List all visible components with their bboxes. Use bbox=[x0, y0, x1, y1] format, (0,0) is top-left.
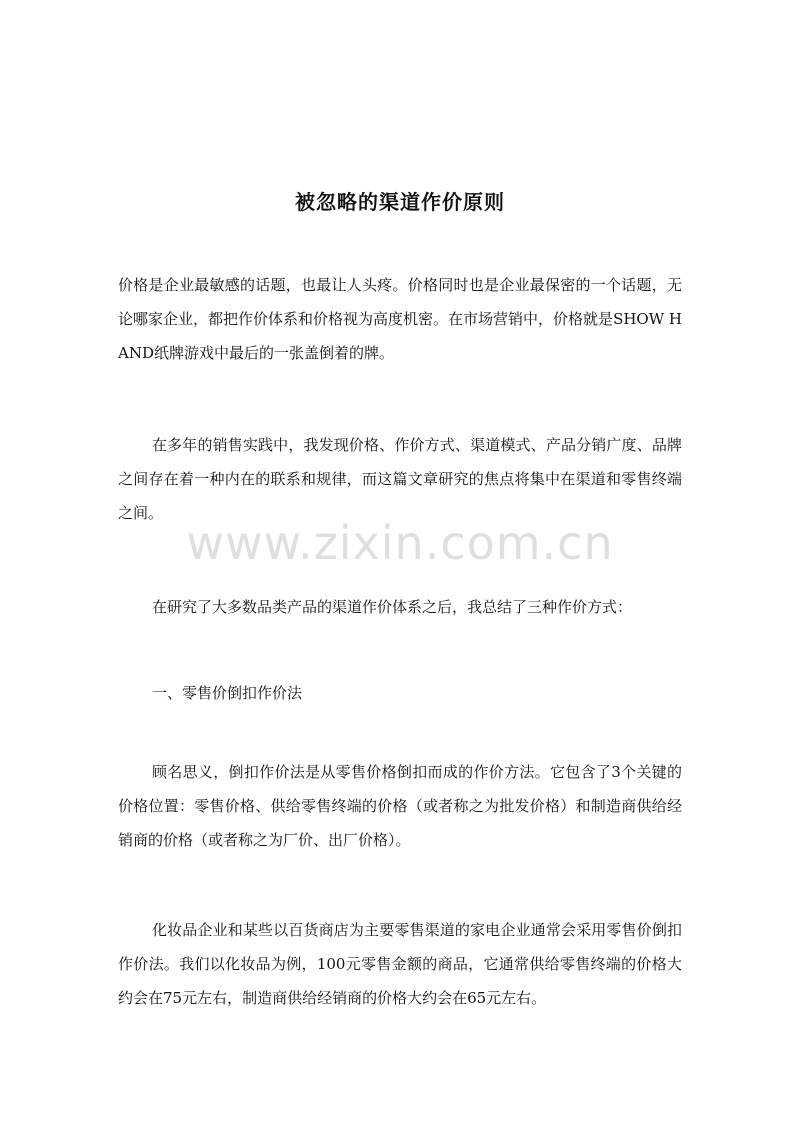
paragraph-definition: 顾名思义，倒扣作价法是从零售价格倒扣而成的作价方法。它包含了3个关键的价格位置：零售价格、供给零售终端的价格（或者称之为批发价格）和制造商供给经销商的价格（或者称之为厂价、出厂价格）。 bbox=[118, 763, 682, 849]
paragraph-intro: 价格是企业最敏感的话题，也最让人头疼。价格同时也是企业最保密的一个话题，无论哪家企业，都把作价体系和价格视为高度机密。在市场营销中，价格就是SHOW HAND纸牌游戏中最后的一张盖倒着的牌。 bbox=[118, 276, 682, 362]
paragraph-practice: 在多年的销售实践中，我发现价格、作价方式、渠道模式、产品分销广度、品牌之间存在着一种内在的联系和规律，而这篇文章研究的焦点将集中在渠道和零售终端之间。 bbox=[118, 436, 682, 522]
paragraph-example: 化妆品企业和某些以百货商店为主要零售渠道的家电企业通常会采用零售价倒扣作价法。我们以化妆品为例，100元零售金额的商品，它通常供给零售终端的价格大约会在75元左右，制造商供给经销商的价格大约会在65元左右。 bbox=[118, 921, 682, 1007]
section-heading: 一、零售价倒扣作价法 bbox=[152, 684, 303, 702]
watermark-text: www.zixin.com.cn bbox=[186, 516, 614, 570]
document-title: 被忽略的渠道作价原则 bbox=[295, 190, 505, 214]
paragraph-summary: 在研究了大多数品类产品的渠道作价体系之后，我总结了三种作价方式： bbox=[152, 598, 633, 616]
